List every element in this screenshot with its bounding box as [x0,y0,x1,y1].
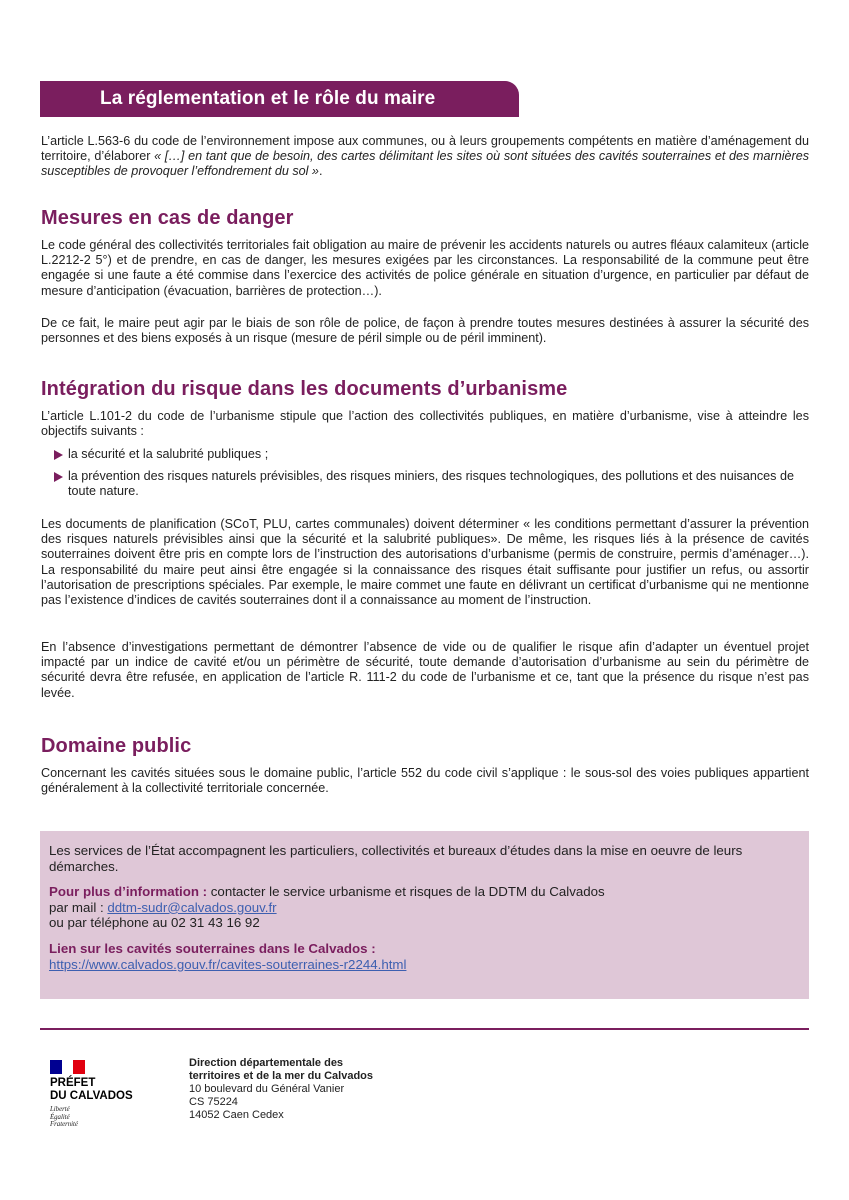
danger-paragraph-1: Le code général des collectivités territoriales fait obligation au maire de prévenir les accidents naturels ou autres fléaux calamiteux (article L.2212-2 5°) et de prendre, en cas de danger, les mesures exigées par les circonstances. La responsabilité de la commune peut être engagée si une faute a été commise dans l’exercice des activités de police générale en situation d’urgence, en particulier par défaut de mesure d’anticipation (évacuation, barrières de protection…). [41,238,809,298]
triangle-bullet-icon [54,472,63,482]
heading-domaine-public: Domaine public [41,735,192,757]
info-box [40,831,809,999]
urbanisme-paragraph-2: Les documents de planification (SCoT, PLU, cartes communales) doivent déterminer « les conditions permettant d’assurer la prévention des risques naturels prévisibles ainsi que la sécurité et la salubrité publiques». De même, les risques liés à la présence de cavités souterraines doivent être pris en compte lors de l’instruction des autorisations d’urbanisme (permis de construire, permis d’aménager…). La responsabilité du maire peut ainsi être engagée si la connaissance des risques était suffisante pour justifier un refus, ou assortir l’autorisation de prescriptions spéciales. Par exemple, le maire commet une faute en délivrant un certificat d’urbanisme qui ne mentionne pas l’existence d’indices de cavités souterraines dont il a connaissance au moment de l’instruction. [41,517,809,608]
domaine-paragraph: Concernant les cavités situées sous le domaine public, l’article 552 du code civil s’applique : le sous-sol des voies publiques appartient généralement à la collectivité territoriale concernée. [41,766,809,796]
triangle-bullet-icon [54,450,63,460]
intro-end: . [318,164,323,179]
mail-link[interactable]: ddtm-sudr@calvados.gouv.fr [107,899,277,915]
republic-motto: Liberté Égalité Fraternité [50,1106,78,1129]
objectives-list [41,447,809,507]
footer-address [189,1057,373,1122]
info-text: contacter le service urbanisme et risques de la DDTM du Calvados [207,884,605,900]
logo-org-name: PRÉFET DU CALVADOS [50,1077,133,1102]
prefet-logo [50,1060,160,1135]
list-item: la prévention des risques naturels prévisibles, des risques miniers, des risques technologiques, des pollutions et des nuisances de toute nature. [41,469,809,499]
cavites-url-link[interactable]: https://www.calvados.gouv.fr/cavites-souterraines-r2244.html [49,956,407,972]
info-label: Pour plus d’information : [49,884,208,900]
address-line: 10 boulevard du Général Vanier [189,1083,345,1095]
org-line-2: territoires et de la mer du Calvados [189,1070,374,1082]
banner-title: La réglementation et le rôle du maire [100,88,436,109]
footer-divider [40,1028,809,1030]
list-item: la sécurité et la salubrité publiques ; [41,447,809,462]
french-flag-icon [50,1060,85,1074]
phone-text: ou par téléphone au 02 31 43 16 92 [49,915,260,931]
heading-integration-risque: Intégration du risque dans les documents d’urbanisme [41,378,568,400]
address-line: 14052 Caen Cedex [189,1109,284,1121]
intro-quote: « […] en tant que de besoin, des cartes délimitant les sites où sont situées des cavités souterraines et des marnières susceptibles de provoquer l’effondrement du sol » [41,149,809,179]
danger-paragraph-2: De ce fait, le maire peut agir par le biais de son rôle de police, de façon à prendre toutes mesures destinées à assurer la sécurité des personnes et des biens exposés à un risque (mesure de péril simple ou de péril imminent). [41,316,809,346]
address-line: CS 75224 [189,1096,238,1108]
org-line-1: Direction départementale des [189,1057,344,1069]
section-banner [40,81,519,117]
urbanisme-paragraph-1: L’article L.101-2 du code de l’urbanisme stipule que l’action des collectivités publiques, en matière d’urbanisme, vise à atteindre les objectifs suivants : [41,409,809,439]
infobox-intro: Les services de l’État accompagnent les particuliers, collectivités et bureaux d’études dans la mise en oeuvre de leurs démarches. [49,843,743,874]
mail-prefix: par mail : [49,899,108,915]
link-label: Lien sur les cavités souterraines dans le Calvados : [49,940,376,956]
intro-paragraph [41,134,809,180]
urbanisme-paragraph-3: En l’absence d’investigations permettant de démontrer l’absence de vide ou de qualifier le risque afin d’adapter un éventuel projet impacté par un indice de cavité et/ou un périmètre de sécurité, toute demande d’autorisation d’urbanisme au sein du périmètre de sécurité devra être refusée, en application de l’article R. 111-2 du code de l’urbanisme et ce, tant que la présence du risque n’est pas levée. [41,640,809,700]
heading-mesures-danger: Mesures en cas de danger [41,207,294,229]
intro-text: L’article L.563-6 du code de l’environnement impose aux communes, ou à leurs groupements compétents en matière d’aménagement du territoire, d’élaborer [41,134,809,164]
